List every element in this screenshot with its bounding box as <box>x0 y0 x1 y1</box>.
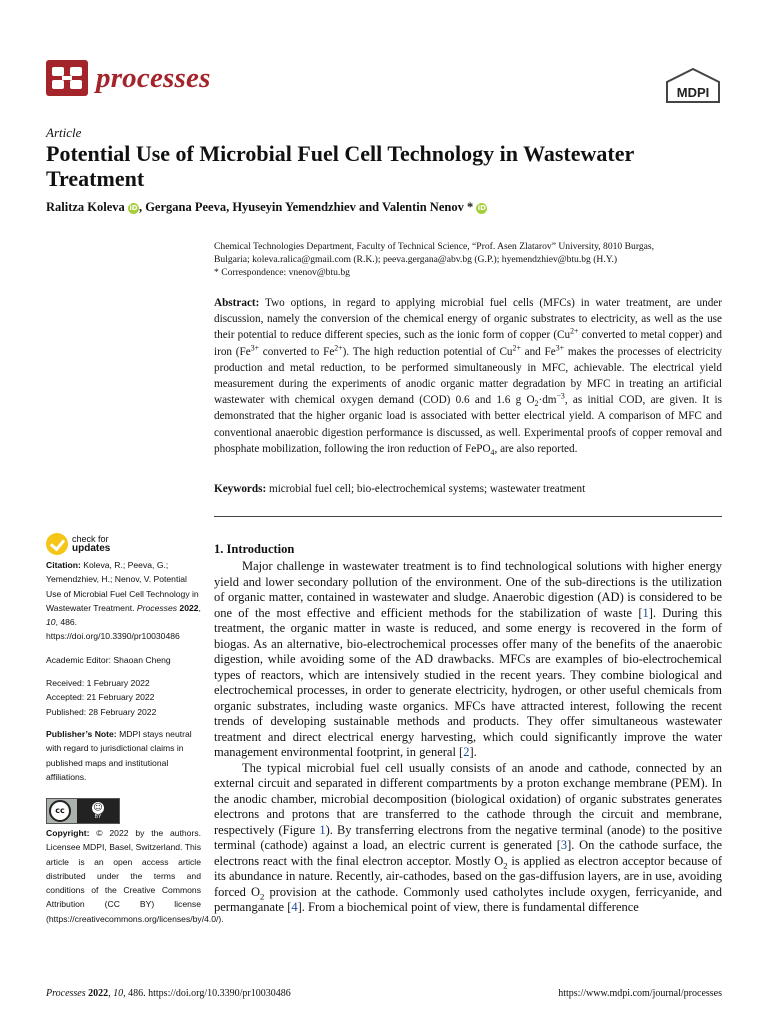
footer-doi[interactable]: , 486. https://doi.org/10.3390/pr10030486 <box>123 988 291 999</box>
check-for-label: check for <box>72 534 109 544</box>
publisher-note-text: MDPI stays neutral with regard to jurisdictional claims in published maps and institutional affiliations. <box>46 729 192 782</box>
accepted-date: Accepted: 21 February 2022 <box>46 692 155 703</box>
mdpi-logo-icon[interactable] <box>664 67 722 105</box>
journal-name: processes <box>96 61 211 94</box>
footer-year: 2022 <box>88 988 109 999</box>
footer-journal-url[interactable]: https://www.mdpi.com/journal/processes <box>558 988 722 999</box>
copyright-label: Copyright: <box>46 828 90 838</box>
processes-logo-icon <box>46 60 88 96</box>
footer-citation: Processes 2022, 10, 486. https://doi.org/10.3390/pr10030486 <box>46 988 291 999</box>
attribution-icon: ☺ <box>93 803 103 813</box>
citation-text: Koleva, R.; Peeva, G.; Yemendzhiev, H.; Nenov, V. Potential Use of Microbial Fuel Cell Technology in Wastewater Treatment. <box>46 560 199 613</box>
citation-journal: Processes <box>136 602 178 613</box>
footer-journal: Processes <box>46 988 86 999</box>
orcid-icon[interactable]: iD <box>129 204 138 212</box>
citation-year: 2022 <box>179 602 199 613</box>
copyright-block <box>46 826 224 926</box>
ref-link[interactable]: 4 <box>291 900 298 914</box>
affiliation-line: Chemical Technologies Department, Faculty of Technical Science, “Prof. Asen Zlatarov” University, 8010 Burgas, <box>214 241 655 252</box>
section-heading: 1. Introduction <box>214 542 295 556</box>
by-label: BY <box>94 814 102 820</box>
citation-label: Citation: <box>46 560 81 570</box>
received-date: Received: 1 February 2022 <box>46 678 150 688</box>
dates-block <box>46 676 201 719</box>
keywords-text: microbial fuel cell; bio-electrochemical systems; wastewater treatment <box>269 483 586 495</box>
abstract: Abstract: Two options, in regard to applying microbial fuel cells (MFCs) in water treatment, are under discussion, namely the conversion of the chemical energy of organic substrates to electricity, as well as the use their potential to reduce different species, such as the ionic form of copper ($Cu^{2+}$ converted to metal copper) and iron ($Fe^{3+}$ converted to $Fe^{2+}$). The high reduction potential of $Cu^{2+}$ and $Fe^{3+}$ makes the processes of electricity production and metal reduction, to be performed simultaneously in MFC, achievable. The electrical yield measurement during the experiments of anodic organic matter degradation by MFC in treating an artificial wastewater with chemical oxygen demand (COD) 0.6 and 1.6 g $O_2\cdot dm^{-3}$, as initial COD, are given. It is demonstrated that the higher organic load is associated with better electrical yield. A comparison of MFC and conventional anaerobic digestion performance is discussed, as well. Experimental proofs of copper removal and phosphate mobilization, following the iron reduction of FePO$_4$, are also reported. <box>214 297 723 458</box>
ref-link[interactable]: 1 <box>642 605 649 620</box>
author-list <box>46 200 487 215</box>
divider <box>214 516 722 517</box>
copyright-text: © 2022 by the authors. Licensee MDPI, Basel, Switzerland. This article is an open access article distributed under the terms and conditions of the Creative Commons Attribution (CC BY) license (https://creativecommons.org/licenses/by/4.0/). <box>46 828 224 924</box>
article-title: Potential Use of Microbial Fuel Cell Technology in Wastewater Treatment <box>46 141 634 191</box>
abstract-label: Abstract: <box>214 297 260 309</box>
keywords <box>214 483 722 495</box>
mdpi-label: MDPI <box>676 85 710 100</box>
check-icon <box>46 533 68 555</box>
paragraph: Major challenge in wastewater treatment is to find technological solutions with higher energy yield and lower secondary pollution of the environment. One of the sub-directions is the utilization of organic matter, contained in wastewater and sludge. Anaerobic digestion (AD) is considered to be one of the most effective and efficient methods for the stabilization of waste [1]. During this treatment, the organic matter in waste is reduced, and some energy is recovered in the form of biogas. As an alternative, bio-electrochemical processes offer many of the benefits of the anaerobic digestion, while avoiding some of the AD drawbacks. MFCs are examples of bio-electrochemical types of reactors, which are intensively studied in the recent years. They combine biological and electrochemical processes, in order to generate electricity, hydrogen, or other useful chemicals from organic substrates, including waste organics. MFCs have attracted interest, following the recent trends of developing sustainable methods and products. They offer simultaneous wastewater treatment and direct electrical energy harvesting, which could significantly improve the water management environmental footprint, in general [2]. <box>214 559 722 759</box>
correspondence: * Correspondence: vnenov@btu.bg <box>214 267 350 278</box>
keywords-label: Keywords: <box>214 483 267 495</box>
publisher-note <box>46 727 201 784</box>
published-date: Published: 28 February 2022 <box>46 706 157 717</box>
publisher-note-label: Publisher’s Note: <box>46 729 117 739</box>
affiliation <box>214 240 726 279</box>
ref-link[interactable]: 2 <box>463 745 470 759</box>
introduction-body <box>214 559 722 916</box>
author-koleva[interactable]: Ralitza Koleva <box>46 200 125 214</box>
academic-editor: Academic Editor: Shaoan Cheng <box>46 655 171 665</box>
paragraph: The typical microbial fuel cell usually consists of an anode and cathode, connected by an external circuit and separated in different compartments by a proton exchange membrane (PEM). In the anodic chamber, microbial decomposition (biological oxidation) of organic substrates generates electrons and protons that are transferred to the cathode through the circuit and membrane, respectively (Figure 1). By transferring electrons from the negative terminal (anode) to the positive terminal (cathode) against a load, an electric current is generated [3]. On the cathode surface, the electrons react with the final electron acceptor. Mostly $O_2$ is applied as electron acceptor because of its abundance in nature. Recently, air-cathodes, based on the gas-diffusion layers, are in use, avoiding forced $O_2$ provision at the cathode. Commonly used catholytes include oxygen, ferricyanide, and permanganate [4]. From a biochemical point of view, there is fundamental difference <box>214 760 723 914</box>
figure-link[interactable]: 1 <box>319 822 326 837</box>
cc-license-badge[interactable] <box>46 798 120 824</box>
orcid-icon[interactable]: iD <box>477 204 486 212</box>
footer-volume: 10 <box>113 988 124 999</box>
journal-brand[interactable] <box>46 60 211 96</box>
ref-link[interactable]: 3 <box>560 838 568 852</box>
citation-volume: 10 <box>46 617 56 628</box>
citation-pages: , 486. <box>55 617 78 628</box>
check-for-updates-button[interactable] <box>46 533 110 555</box>
author-rest: , Gergana Peeva, Hyuseyin Yemendzhiev and Valentin Nenov * <box>138 200 474 214</box>
article-type: Article <box>46 125 82 140</box>
citation-doi-link[interactable]: https://doi.org/10.3390/pr10030486 <box>46 631 180 642</box>
citation-block: Citation: Koleva, R.; Peeva, G.; Yemendzhiev, H.; Nenov, V. Potential Use of Microbial Fuel Cell Technology in Wastewater Treatment. Processes 2022, 10, 486. https://doi.org/10.3390/pr10030486 <box>46 560 201 642</box>
cc-icon: cc <box>49 800 71 822</box>
affiliation-emails: Bulgaria; koleva.ralica@gmail.com (R.K.); peeva.gergana@abv.bg (G.P.); hyemendzhiev@btu.bg (H.Y.) <box>214 254 618 265</box>
updates-label: updates <box>72 543 111 554</box>
